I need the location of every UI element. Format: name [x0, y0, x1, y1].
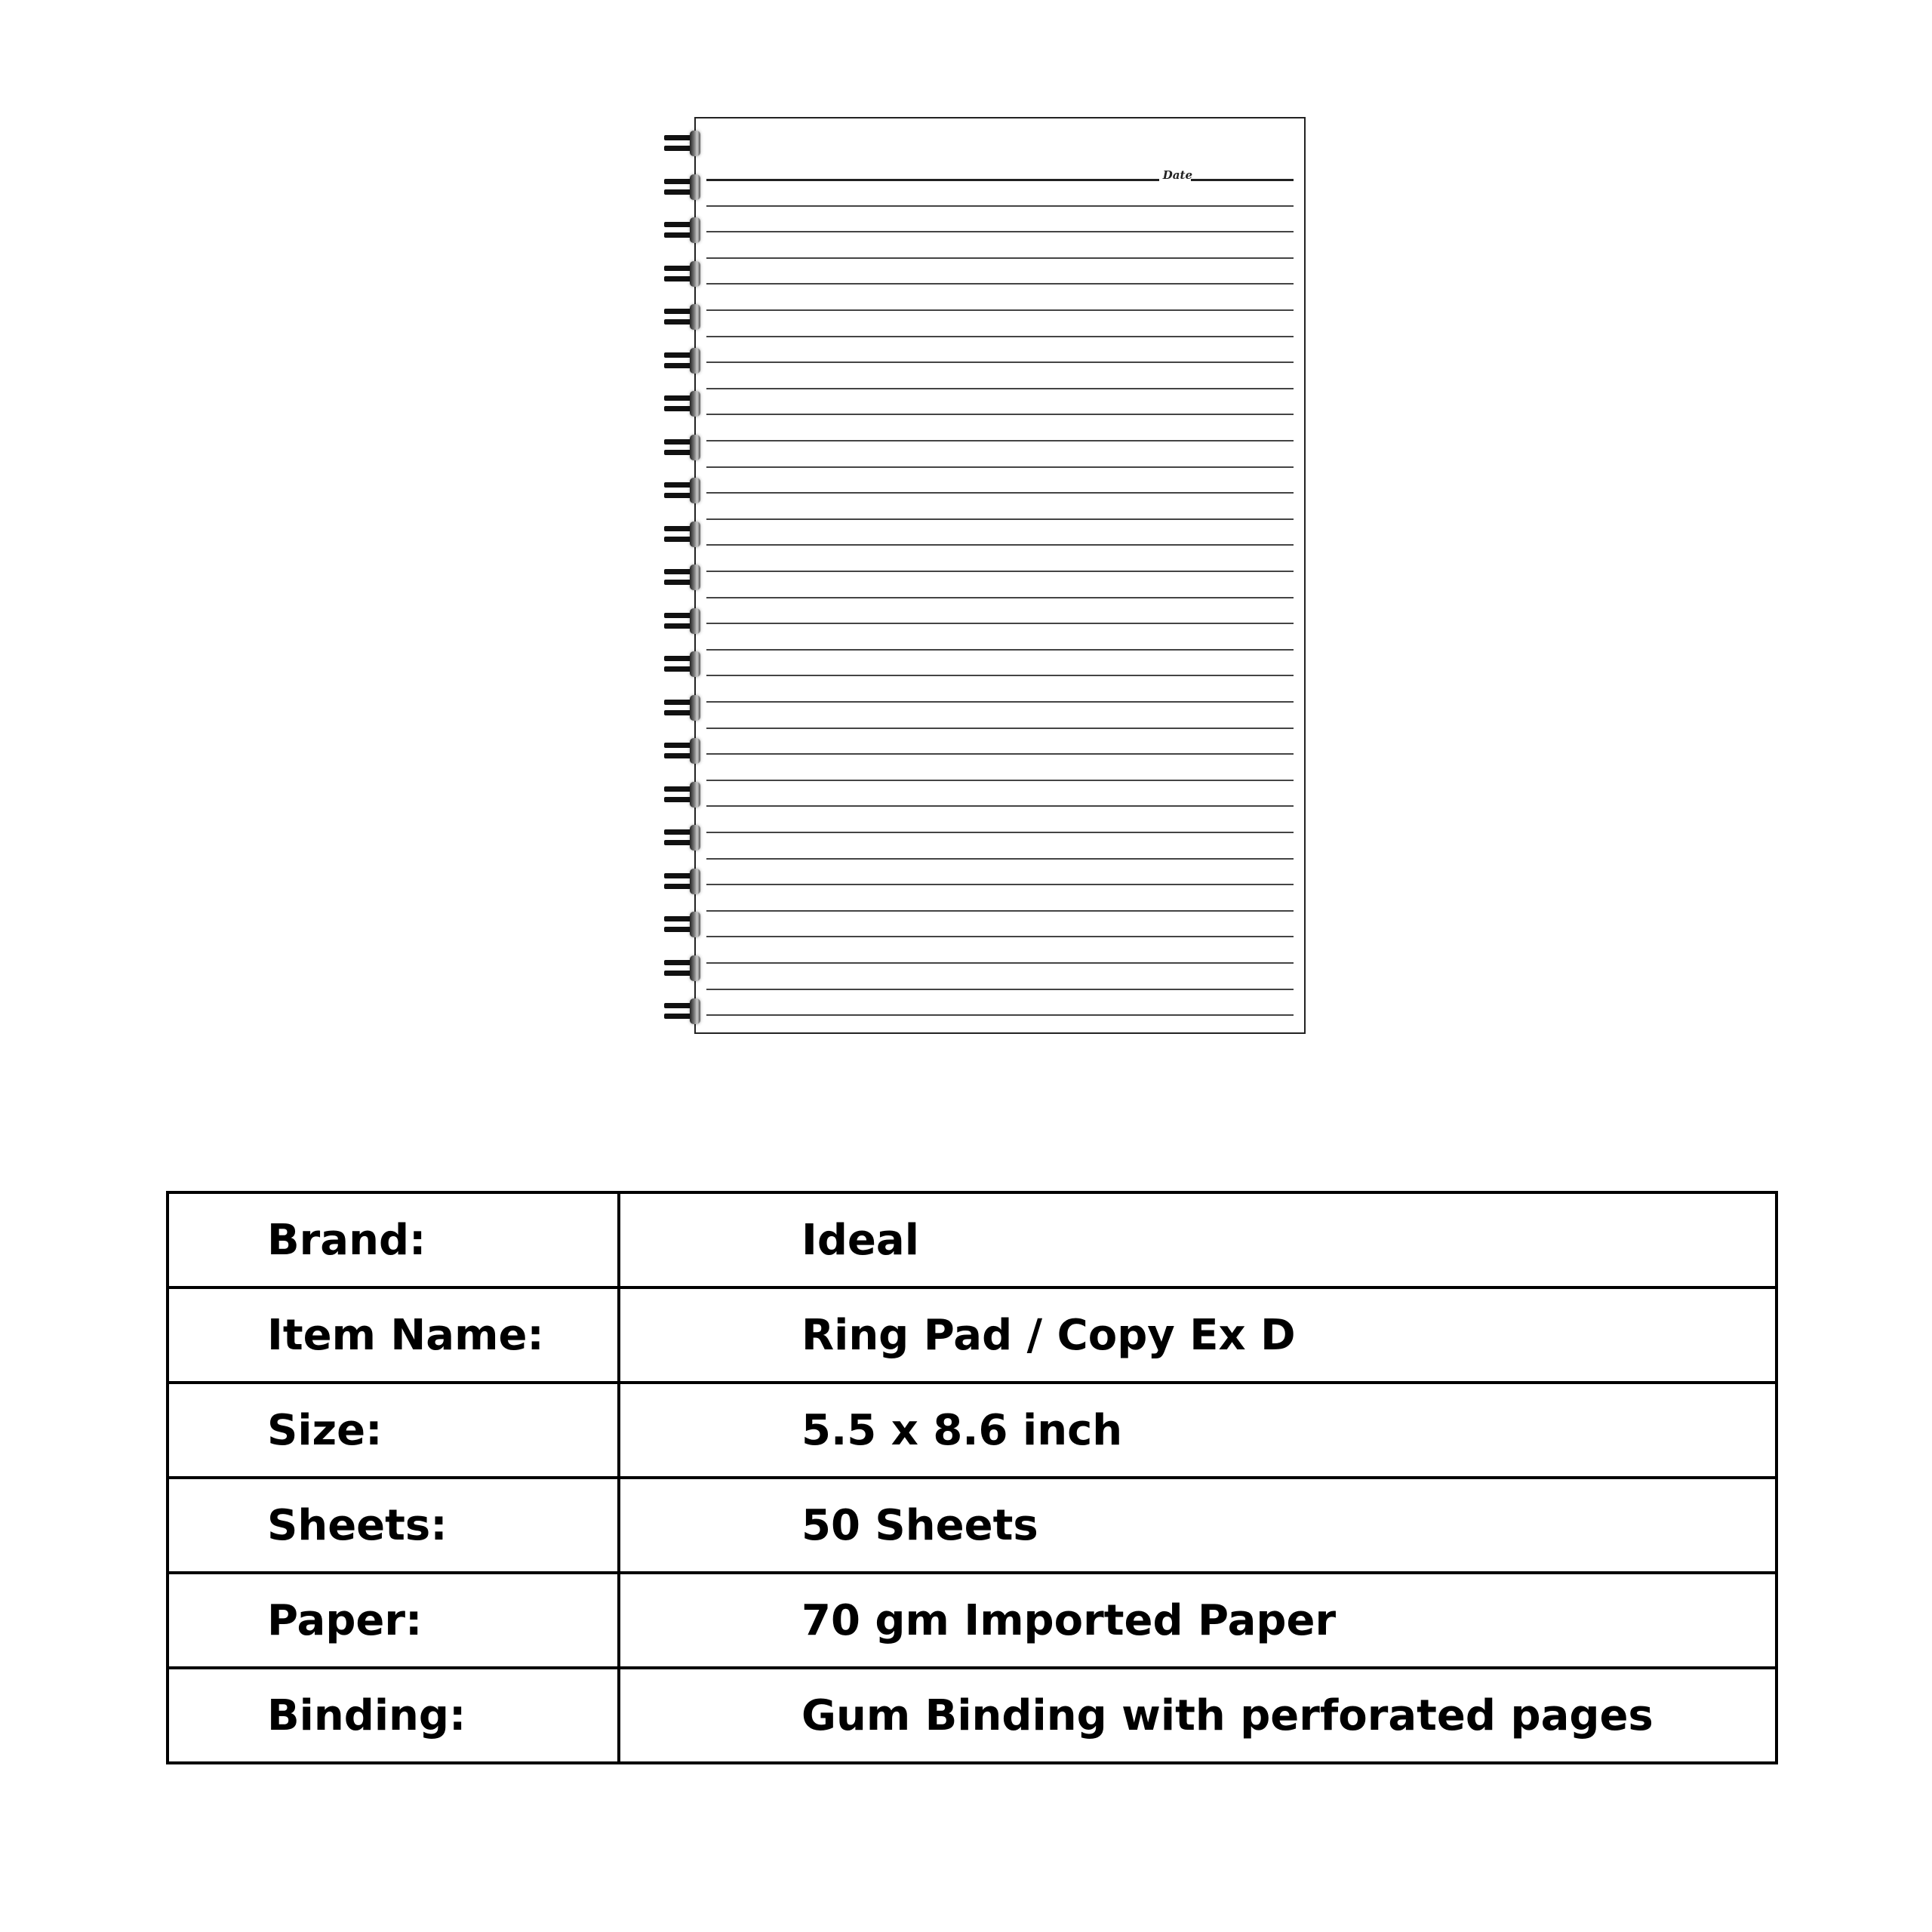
- spiral-ring: [664, 869, 705, 894]
- ring-coil: [690, 955, 700, 981]
- rule-line: [706, 309, 1294, 311]
- ring-bar: [664, 873, 693, 878]
- ring-bar: [664, 276, 693, 281]
- ring-coil: [690, 565, 700, 590]
- rule-line: [706, 205, 1294, 207]
- spec-row-sheets: [168, 1478, 1777, 1573]
- rule-line: [706, 257, 1294, 259]
- spec-label: Paper:: [168, 1573, 619, 1668]
- ring-bar: [664, 623, 693, 629]
- ring-bar: [664, 580, 693, 585]
- spec-value: Gum Binding with perforated pages: [619, 1668, 1777, 1763]
- rule-line: [706, 884, 1294, 885]
- rule-line: [706, 649, 1294, 651]
- rule-line: [706, 910, 1294, 912]
- date-line: [1191, 179, 1294, 181]
- spiral-ring: [664, 348, 705, 374]
- spec-row-size: [168, 1383, 1777, 1478]
- rule-line: [706, 518, 1294, 520]
- spiral-ring: [664, 521, 705, 547]
- rule-line: [706, 832, 1294, 833]
- ring-bar: [664, 666, 693, 672]
- date-label: Date: [1162, 168, 1192, 182]
- rule-line: [706, 936, 1294, 937]
- ring-coil: [690, 825, 700, 851]
- rule-line: [706, 466, 1294, 468]
- ring-bar: [664, 232, 693, 238]
- ring-bar: [664, 395, 693, 401]
- spec-table: [166, 1191, 1778, 1764]
- ring-bar: [664, 450, 693, 455]
- ring-coil: [690, 912, 700, 937]
- rule-line: [706, 544, 1294, 546]
- title-rule-line: [706, 179, 1159, 181]
- rule-line: [706, 728, 1294, 729]
- rule-line: [706, 858, 1294, 860]
- spec-row-paper: [168, 1573, 1777, 1668]
- ring-bar: [664, 189, 693, 195]
- spiral-ring: [664, 174, 705, 200]
- ring-coil: [690, 521, 700, 547]
- ring-bar: [664, 884, 693, 889]
- spiral-ring: [664, 217, 705, 243]
- ring-coil: [690, 869, 700, 894]
- spiral-ring: [664, 912, 705, 937]
- ring-coil: [690, 738, 700, 764]
- ring-bar: [664, 319, 693, 325]
- notebook-illustration: [664, 117, 1306, 1038]
- ring-coil: [690, 217, 700, 243]
- spec-row-item-name: [168, 1287, 1777, 1383]
- rule-line: [706, 231, 1294, 232]
- ring-coil: [690, 131, 700, 156]
- rule-line: [706, 440, 1294, 441]
- spec-label: Brand:: [168, 1192, 619, 1287]
- rule-line: [706, 1014, 1294, 1016]
- spiral-ring: [664, 131, 705, 156]
- ring-bar: [664, 927, 693, 932]
- ring-coil: [690, 348, 700, 374]
- rule-line: [706, 571, 1294, 572]
- rule-line: [706, 597, 1294, 598]
- ring-bar: [664, 482, 693, 488]
- rule-line: [706, 701, 1294, 703]
- ring-bar: [664, 797, 693, 802]
- ring-bar: [664, 569, 693, 574]
- ring-bar: [664, 526, 693, 531]
- spiral-ring: [664, 782, 705, 808]
- ring-bar: [664, 960, 693, 965]
- rule-line: [706, 989, 1294, 990]
- spiral-ring: [664, 304, 705, 330]
- spiral-ring: [664, 955, 705, 981]
- ring-coil: [690, 695, 700, 721]
- spiral-ring: [664, 478, 705, 503]
- spec-label: Item Name:: [168, 1287, 619, 1383]
- spec-label: Sheets:: [168, 1478, 619, 1573]
- ring-bar: [664, 406, 693, 411]
- ring-coil: [690, 651, 700, 677]
- rule-line: [706, 675, 1294, 676]
- spec-value: 50 Sheets: [619, 1478, 1777, 1573]
- ring-bar: [664, 971, 693, 976]
- rule-line: [706, 414, 1294, 415]
- ring-bar: [664, 439, 693, 445]
- ring-coil: [690, 782, 700, 808]
- ring-coil: [690, 304, 700, 330]
- ring-bar: [664, 829, 693, 835]
- ring-coil: [690, 174, 700, 200]
- rule-line: [706, 388, 1294, 389]
- rule-line: [706, 623, 1294, 624]
- spiral-ring: [664, 651, 705, 677]
- ring-bar: [664, 352, 693, 358]
- rule-line: [706, 361, 1294, 363]
- spec-value: Ring Pad / Copy Ex D: [619, 1287, 1777, 1383]
- ring-coil: [690, 608, 700, 634]
- ring-bar: [664, 493, 693, 498]
- ring-bar: [664, 363, 693, 368]
- ring-bar: [664, 743, 693, 748]
- spiral-ring: [664, 435, 705, 460]
- rule-line: [706, 283, 1294, 285]
- ring-bar: [664, 700, 693, 705]
- ring-coil: [690, 391, 700, 417]
- rule-line: [706, 805, 1294, 807]
- spec-value: Ideal: [619, 1192, 1777, 1287]
- spiral-ring: [664, 261, 705, 287]
- ring-bar: [664, 222, 693, 227]
- ring-bar: [664, 135, 693, 140]
- ring-bar: [664, 753, 693, 758]
- spiral-ring: [664, 998, 705, 1024]
- rule-line: [706, 753, 1294, 755]
- spec-label: Size:: [168, 1383, 619, 1478]
- ring-coil: [690, 435, 700, 460]
- ring-bar: [664, 916, 693, 921]
- rule-line: [706, 962, 1294, 964]
- ring-bar: [664, 786, 693, 792]
- ring-bar: [664, 146, 693, 151]
- rule-line: [706, 780, 1294, 781]
- ring-bar: [664, 613, 693, 618]
- ring-coil: [690, 998, 700, 1024]
- spiral-ring: [664, 825, 705, 851]
- spec-row-binding: [168, 1668, 1777, 1763]
- spiral-ring: [664, 608, 705, 634]
- ring-bar: [664, 537, 693, 542]
- ring-bar: [664, 710, 693, 715]
- ring-coil: [690, 261, 700, 287]
- spec-value: 70 gm Imported Paper: [619, 1573, 1777, 1668]
- spiral-ring: [664, 391, 705, 417]
- ring-bar: [664, 1014, 693, 1019]
- rule-line: [706, 336, 1294, 337]
- ring-bar: [664, 840, 693, 845]
- ring-bar: [664, 656, 693, 661]
- spec-label: Binding:: [168, 1668, 619, 1763]
- spiral-ring: [664, 695, 705, 721]
- spiral-ring: [664, 565, 705, 590]
- spiral-ring: [664, 738, 705, 764]
- notebook-page: [694, 117, 1306, 1034]
- ring-coil: [690, 478, 700, 503]
- ring-bar: [664, 179, 693, 184]
- rule-line: [706, 492, 1294, 494]
- spec-row-brand: [168, 1192, 1777, 1287]
- spec-value: 5.5 x 8.6 inch: [619, 1383, 1777, 1478]
- ring-bar: [664, 309, 693, 314]
- ring-bar: [664, 1003, 693, 1008]
- ring-bar: [664, 266, 693, 271]
